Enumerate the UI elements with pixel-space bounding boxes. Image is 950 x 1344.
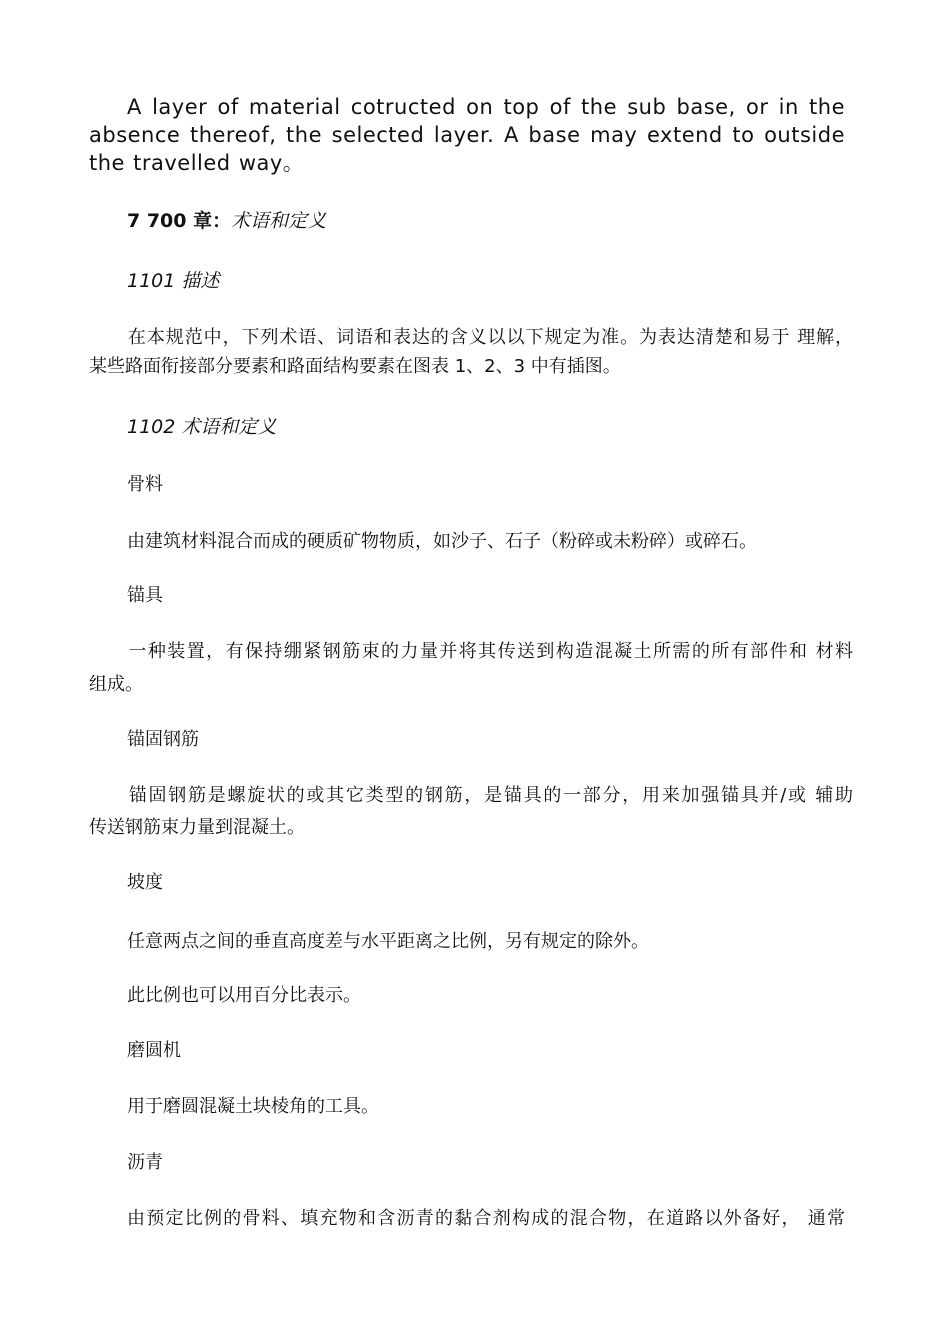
intro-line-3: the travelled way。 [89, 151, 305, 175]
definition-anchorage-text-1: 一种装置，有保持绷紧钢筋束的力量并将其传送到构造混凝土所需的所有部件和 材料 [127, 641, 853, 662]
term-arris: 磨圆机 [127, 1040, 181, 1061]
term-anchorage: 锚具 [127, 585, 163, 606]
intro-text-1: A layer of material cotructed on top of the sub base, or in the [127, 95, 845, 119]
intro-line-1 [89, 96, 845, 118]
definition-anchor-bar-text-1: 锚固钢筋是螺旋状的或其它类型的钢筋，是锚具的一部分，用来加强锚具并/或 辅助 [127, 785, 853, 806]
definition-aggregate: 由建筑材料混合而成的硬质矿物物质，如沙子、石子（粉碎或未粉碎）或碎石。 [127, 531, 757, 552]
term-grade: 坡度 [127, 872, 163, 893]
definition-grade-line-2: 此比例也可以用百分比表示。 [127, 985, 361, 1006]
section-heading-1102: 1102 术语和定义 [127, 416, 277, 438]
chapter-heading [127, 210, 326, 232]
section-1101-line-2: 某些路面衔接部分要素和路面结构要素在图表 1、2、3 中有插图。 [89, 356, 621, 377]
section-1101-line-1 [89, 327, 853, 349]
definition-arris: 用于磨圆混凝土块棱角的工具。 [127, 1096, 379, 1117]
definition-anchor-bar-line-1 [89, 785, 853, 807]
chapter-number: 7 700 章： [127, 210, 232, 232]
definition-anchorage-line-2: 组成。 [89, 674, 143, 695]
chapter-title: 术语和定义 [231, 210, 327, 232]
intro-line-2: absence thereof, the selected layer. A base may extend to outside [89, 123, 845, 147]
definition-anchor-bar-line-2: 传送钢筋束力量到混凝土。 [89, 817, 305, 838]
term-anchor-bar: 锚固钢筋 [127, 729, 199, 750]
definition-anchorage-line-1 [89, 641, 853, 663]
definition-grade-line-1: 任意两点之间的垂直高度差与水平距离之比例，另有规定的除外。 [127, 931, 649, 952]
section-heading-1101: 1101 描述 [127, 270, 220, 292]
definition-asphalt-line-1: 由预定比例的骨料、填充物和含沥青的黏合剂构成的混合物，在道路以外备好， 通常 [127, 1208, 845, 1229]
term-aggregate: 骨料 [127, 474, 163, 495]
term-asphalt: 沥青 [127, 1152, 163, 1173]
section-1101-text-1: 在本规范中，下列术语、词语和表达的含义以以下规定为准。为表达清楚和易于 理解， [127, 327, 853, 348]
